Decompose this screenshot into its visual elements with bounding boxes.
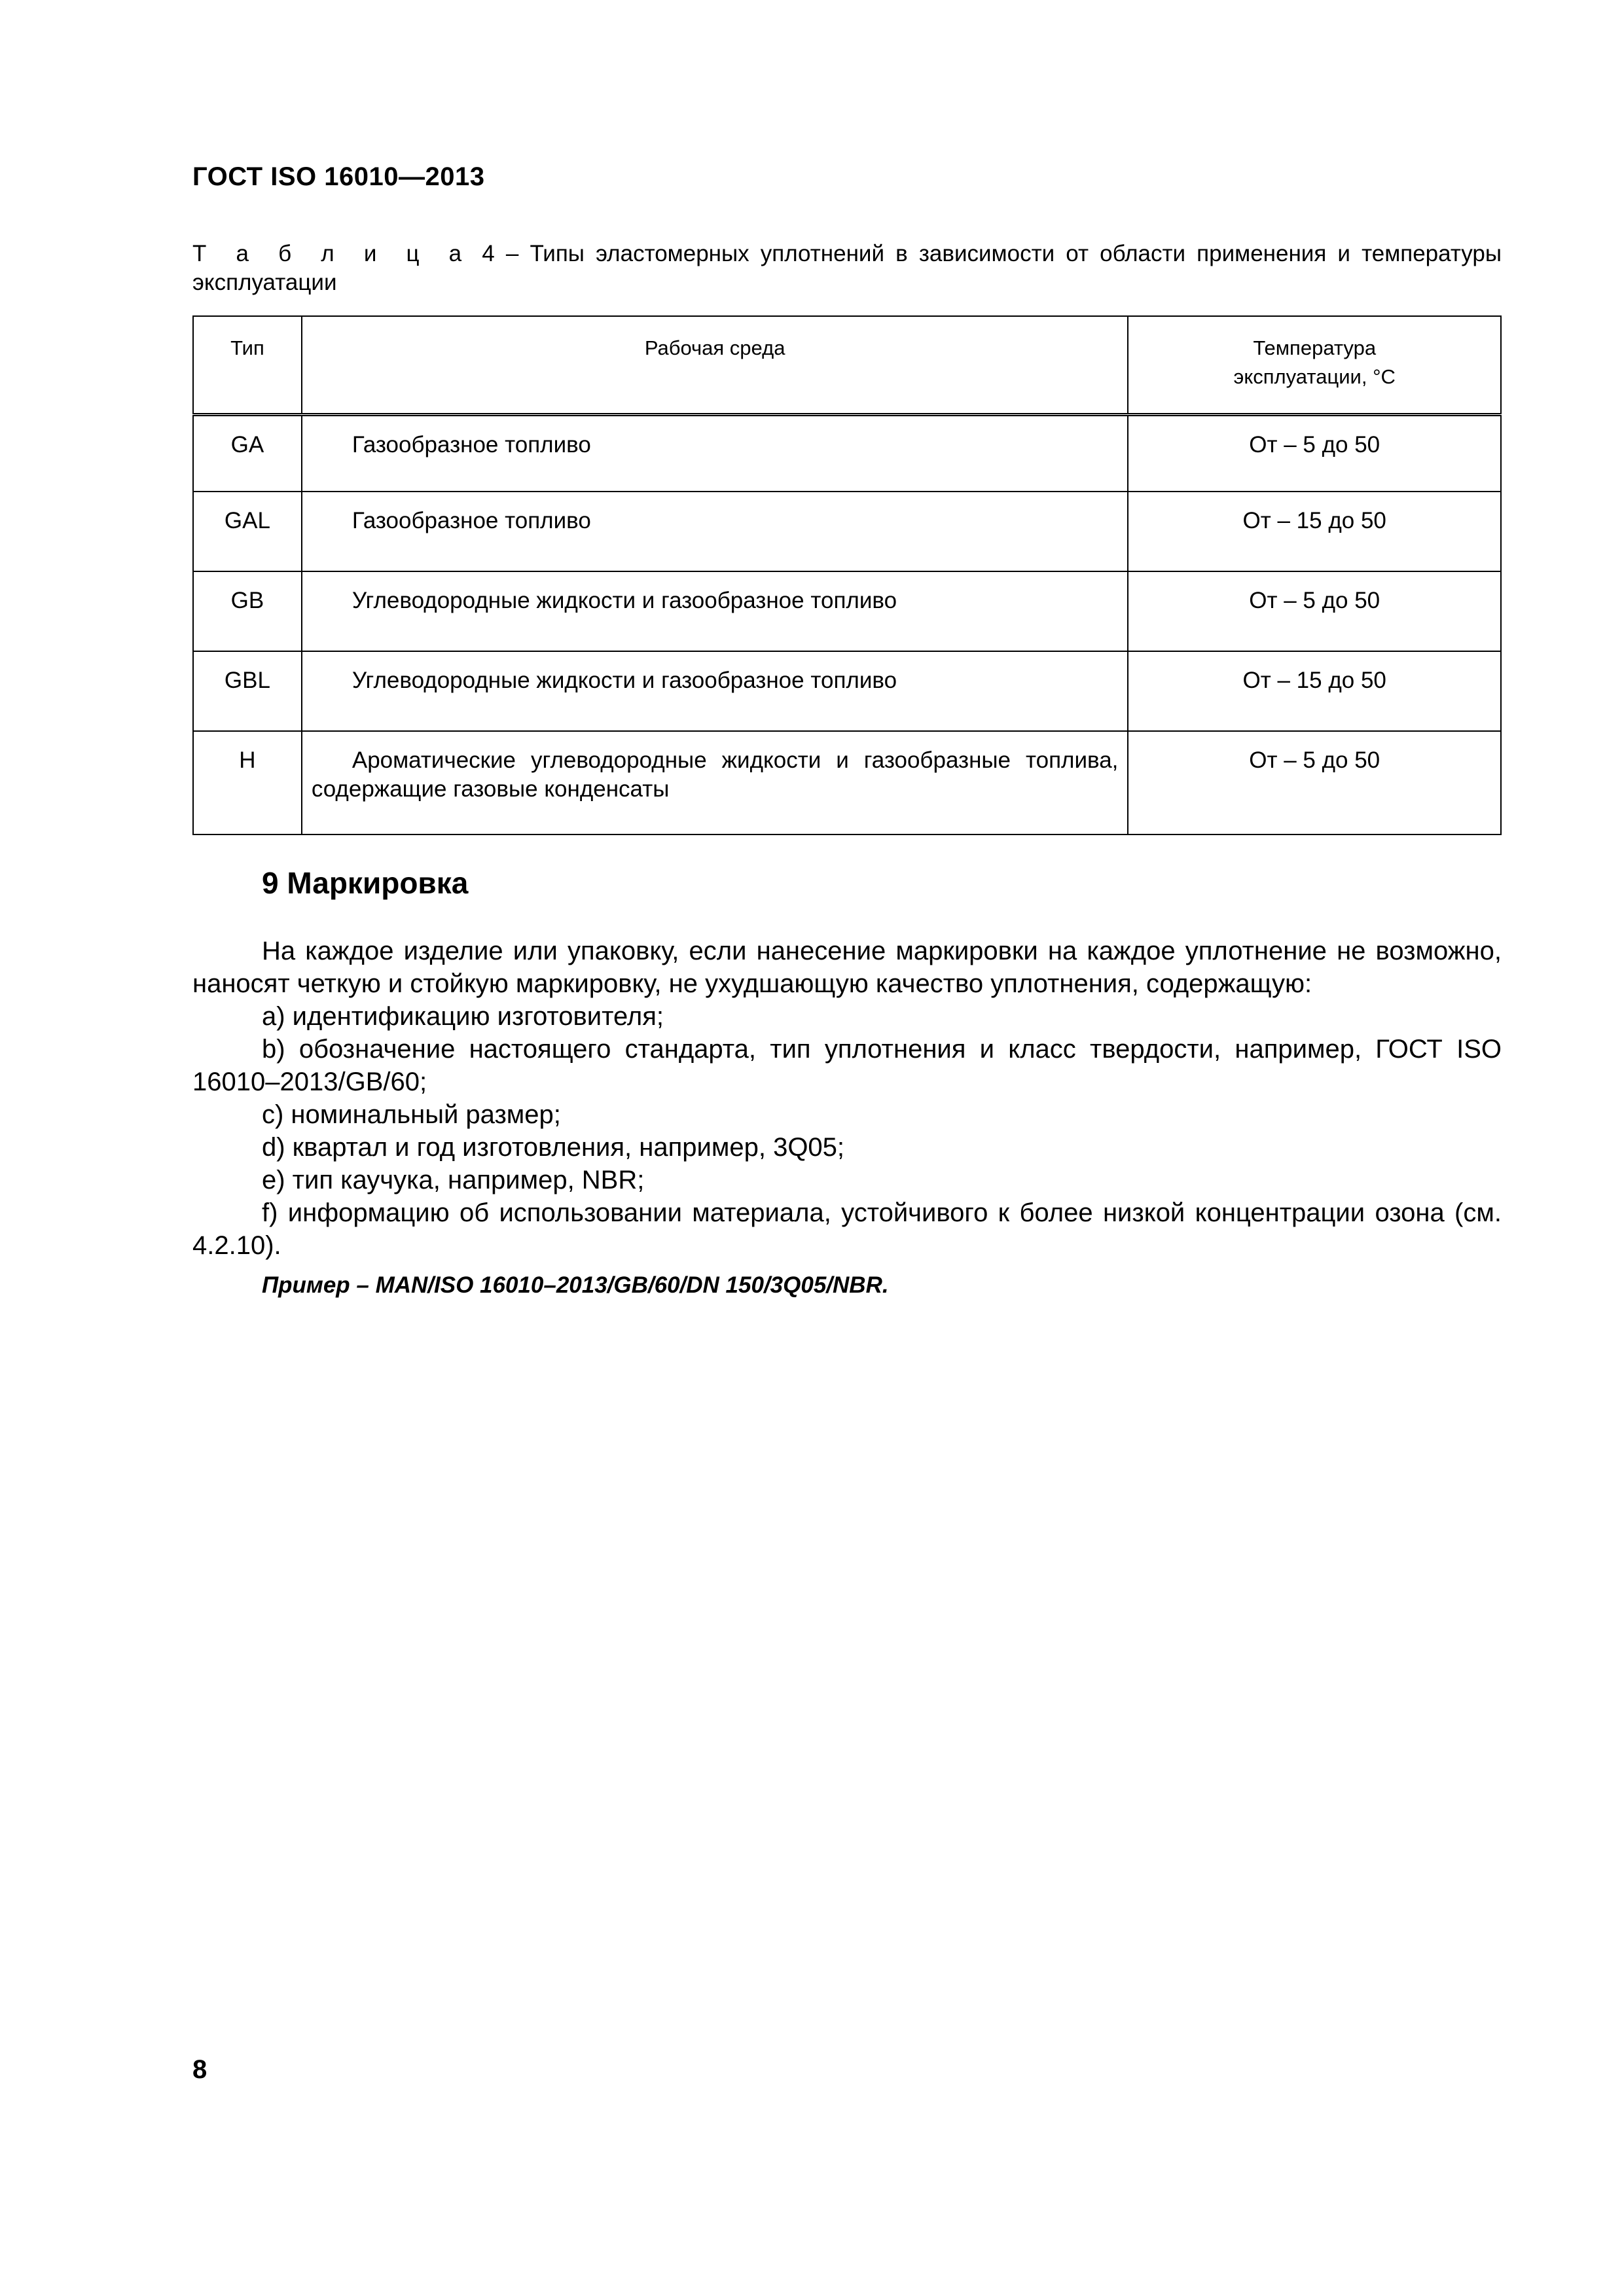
table-row bbox=[193, 651, 1501, 731]
cell-type: GA bbox=[193, 414, 302, 492]
intro-paragraph: На каждое изделие или упаковку, если нанесение маркировки на каждое уплотнение не возможно, наносят четкую и стойкую маркировку, не ухудшающую качество уплотнения, содержащую: bbox=[192, 937, 1502, 998]
column-header-medium: Рабочая среда bbox=[302, 316, 1128, 414]
cell-medium bbox=[302, 731, 1128, 834]
page-number: 8 bbox=[192, 2055, 208, 2084]
column-header-temperature bbox=[1128, 316, 1501, 414]
list-item: a) идентификацию изготовителя; bbox=[262, 1002, 664, 1031]
cell-medium bbox=[302, 571, 1128, 651]
cell-type: GB bbox=[193, 571, 302, 651]
cell-medium bbox=[302, 414, 1128, 492]
table-caption-text: 4 – Типы эластомерных уплотнений в зависимости от области применения и температуры эксплуатации bbox=[192, 241, 1502, 295]
table-row bbox=[193, 492, 1501, 571]
cell-type: GBL bbox=[193, 651, 302, 731]
list-item: e) тип каучука, например, NBR; bbox=[262, 1166, 645, 1194]
table-row bbox=[193, 414, 1501, 492]
marking-example: Пример – MAN/ISO 16010–2013/GB/60/DN 150/3Q05/NBR. bbox=[262, 1272, 889, 1298]
cell-type: GAL bbox=[193, 492, 302, 571]
cell-medium bbox=[302, 492, 1128, 571]
column-header-type: Тип bbox=[193, 316, 302, 414]
list-item: d) квартал и год изготовления, например, 3Q05; bbox=[262, 1133, 845, 1162]
cell-temperature: От – 5 до 50 bbox=[1128, 731, 1501, 834]
table-row bbox=[193, 571, 1501, 651]
cell-temperature: От – 5 до 50 bbox=[1128, 571, 1501, 651]
section-title: 9 Маркировка bbox=[262, 866, 469, 900]
table-header-row bbox=[193, 316, 1501, 414]
cell-temperature: От – 15 до 50 bbox=[1128, 492, 1501, 571]
cell-type: H bbox=[193, 731, 302, 834]
list-item: c) номинальный размер; bbox=[262, 1100, 561, 1129]
table-caption bbox=[192, 240, 1502, 297]
list-item: b) обозначение настоящего стандарта, тип уплотнения и класс твердости, например, ГОСТ ISO 16010–2013/GB/60; bbox=[192, 1035, 1502, 1096]
cell-medium-text: Газообразное топливо bbox=[352, 508, 591, 533]
cell-medium-text: Углеводородные жидкости и газообразное топливо bbox=[352, 668, 897, 693]
cell-medium bbox=[302, 651, 1128, 731]
section-body bbox=[192, 935, 1502, 1262]
column-header-temperature-label: Температура эксплуатации, °С bbox=[1233, 336, 1396, 388]
seal-types-table bbox=[192, 315, 1502, 835]
document-header: ГОСТ ISO 16010—2013 bbox=[192, 162, 485, 191]
cell-medium-text: Газообразное топливо bbox=[352, 431, 591, 457]
table-caption-label: Т а б л и ц а bbox=[192, 241, 471, 266]
cell-medium-text: Ароматические углеводородные жидкости и газообразные топлива, содержащие газовые конденсаты bbox=[311, 747, 1119, 802]
table-row bbox=[193, 731, 1501, 834]
cell-temperature: От – 5 до 50 bbox=[1128, 414, 1501, 492]
cell-temperature: От – 15 до 50 bbox=[1128, 651, 1501, 731]
cell-medium-text: Углеводородные жидкости и газообразное топливо bbox=[352, 588, 897, 613]
list-item: f) информацию об использовании материала, устойчивого к более низкой концентрации озона (см. 4.2.10). bbox=[192, 1198, 1502, 1260]
